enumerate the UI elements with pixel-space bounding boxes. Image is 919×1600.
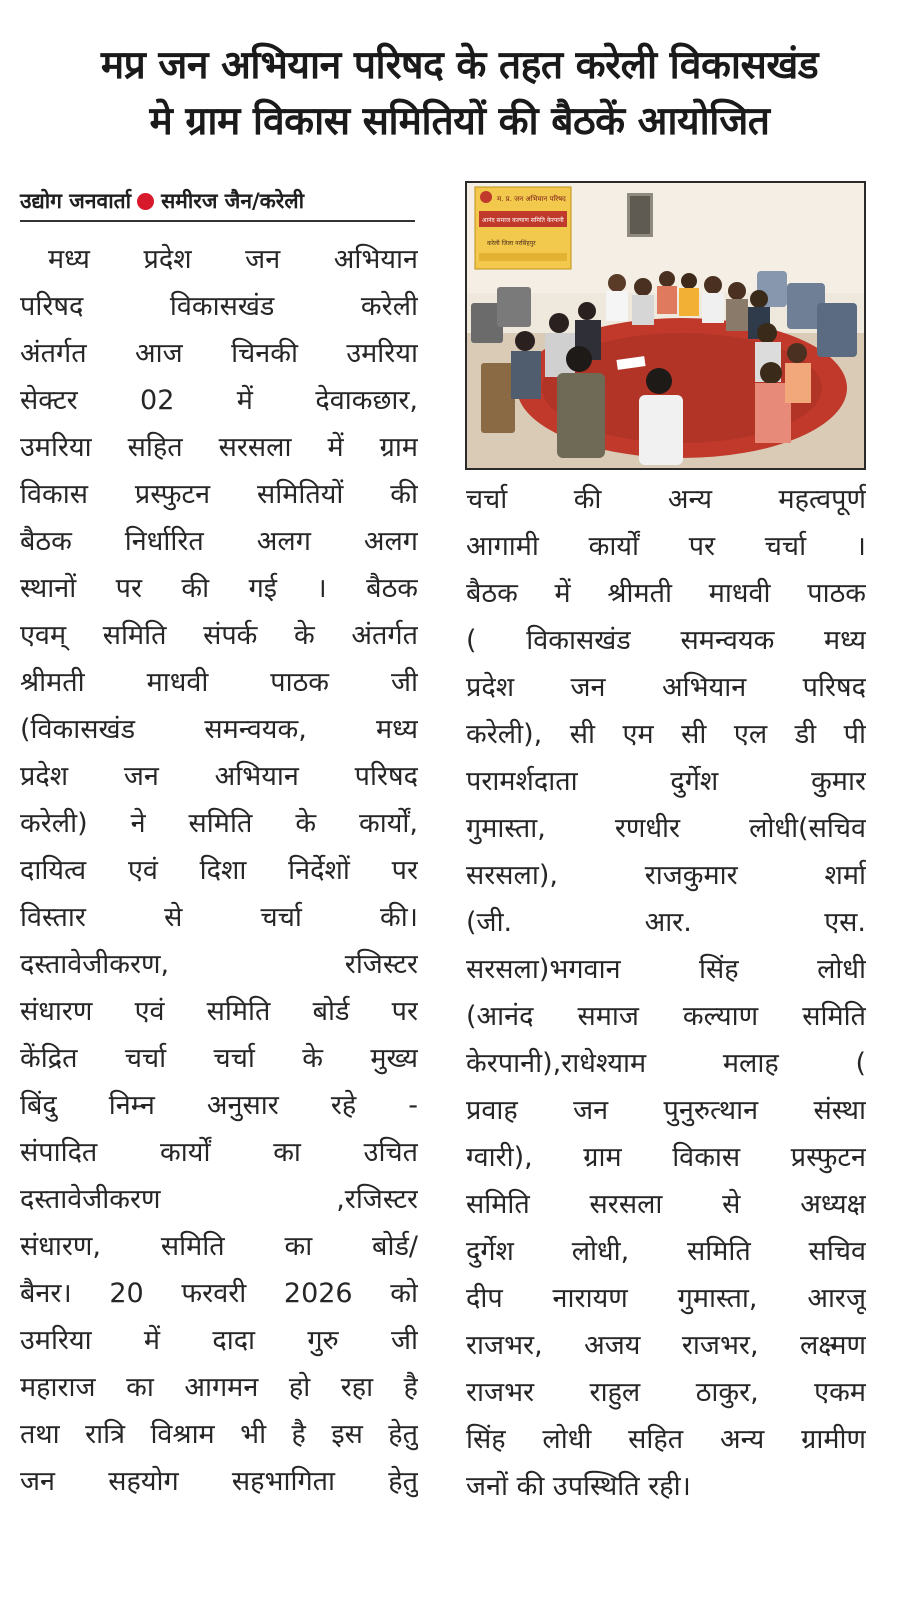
article-line: अंतर्गत आज चिनकी उमरिया — [20, 338, 418, 369]
article-line: बैनर। 20 फरवरी 2026 को — [20, 1278, 418, 1309]
article-column-left — [20, 236, 418, 1505]
article-line: संधारण एवं समिति बोर्ड पर — [20, 996, 418, 1027]
meeting-photo-image — [467, 183, 864, 468]
article-line: परिषद विकासखंड करेली — [20, 291, 418, 322]
byline-source: उद्योग जनवार्ता — [20, 189, 132, 213]
article-line: दायित्व एवं दिशा निर्देशों पर — [20, 855, 418, 886]
article-line: प्रदेश जन अभियान परिषद — [20, 761, 418, 792]
article-line: केरपानी),राधेश्याम मलाह ( — [466, 1048, 866, 1079]
article-line: दस्तावेजीकरण ,रजिस्टर — [20, 1184, 418, 1215]
article-line: (जी. आर. एस. — [466, 907, 866, 938]
banner-logo-icon — [480, 191, 492, 203]
article-line: दुर्गेश लोधी, समिति सचिव — [466, 1236, 866, 1267]
article-line: एवम् समिति संपर्क के अंतर्गत — [20, 620, 418, 651]
article-line: विकास प्रस्फुटन समितियों की — [20, 479, 418, 510]
article-line: प्रदेश जन अभियान परिषद — [466, 672, 866, 703]
photo-window-pane — [630, 196, 650, 234]
article-line: प्रवाह जन पुनुरुत्थान संस्था — [466, 1095, 866, 1126]
bullet-dot-icon — [137, 193, 154, 210]
article-line: तथा रात्रि विश्राम भी है इस हेतु — [20, 1419, 418, 1450]
headline — [0, 38, 919, 150]
article-line: दस्तावेजीकरण, रजिस्टर — [20, 949, 418, 980]
article-line: राजभर राहुल ठाकुर, एकम — [466, 1377, 866, 1408]
article-line: करेली), सी एम सी एल डी पी — [466, 719, 866, 750]
headline-line-2: मे ग्राम विकास समितियों की बैठकें आयोजित — [149, 99, 770, 144]
article-line: ( विकासखंड समन्वयक मध्य — [466, 625, 866, 656]
article-line: दीप नारायण गुमास्ता, आरजू — [466, 1283, 866, 1314]
article-line: चर्चा की अन्य महत्वपूर्ण — [466, 484, 866, 515]
article-line: संधारण, समिति का बोर्ड/ — [20, 1231, 418, 1262]
banner-text-1: म. प्र. जन अभियान परिषद — [497, 195, 566, 203]
article-line: ग्वारी), ग्राम विकास प्रस्फुटन — [466, 1142, 866, 1173]
article-line: गुमास्ता, रणधीर लोधी(सचिव — [466, 813, 866, 844]
article-line: बैठक में श्रीमती माधवी पाठक — [466, 578, 866, 609]
article-column-right — [466, 476, 866, 1510]
photo-table — [481, 363, 515, 433]
article-line: सेक्टर 02 में देवाकछार, — [20, 385, 418, 416]
article-line: जनों की उपस्थिति रही। — [466, 1471, 691, 1502]
article-line: सरसला), राजकुमार शर्मा — [466, 860, 866, 891]
article-line: राजभर, अजय राजभर, लक्ष्मण — [466, 1330, 866, 1361]
article-line: परामर्शदाता दुर्गेश कुमार — [466, 766, 866, 797]
article-line: जन सहयोग सहभागिता हेतु — [20, 1466, 418, 1497]
article-line: उमरिया में दादा गुरु जी — [20, 1325, 418, 1356]
banner-text-2: आनंद समाज कल्याण समिति केरपानी — [482, 217, 564, 224]
article-line: केंद्रित चर्चा चर्चा के मुख्य — [20, 1043, 418, 1074]
article-line: बिंदु निम्न अनुसार रहे - — [20, 1090, 418, 1121]
banner-stripe — [479, 253, 567, 261]
article-line: श्रीमती माधवी पाठक जी — [20, 667, 418, 698]
banner-text-3: करेली जिला नरसिंहपुर — [487, 240, 536, 247]
article-line: सिंह लोधी सहित अन्य ग्रामीण — [466, 1424, 866, 1455]
article-line: महाराज का आगमन हो रहा है — [20, 1372, 418, 1403]
byline — [20, 182, 415, 222]
article-line: उमरिया सहित सरसला में ग्राम — [20, 432, 418, 463]
article-line: (विकासखंड समन्वयक, मध्य — [20, 714, 418, 745]
article-line: विस्तार से चर्चा की। — [20, 902, 418, 933]
article-line: समिति सरसला से अध्यक्ष — [466, 1189, 866, 1220]
article-line: बैठक निर्धारित अलग अलग — [20, 526, 418, 557]
byline-author: समीरज जैन/करेली — [161, 189, 305, 213]
article-line: (आनंद समाज कल्याण समिति — [466, 1001, 866, 1032]
headline-line-1: मप्र जन अभियान परिषद के तहत करेली विकासखंड — [100, 43, 819, 88]
photo-chair-2 — [497, 287, 531, 327]
article-line: करेली) ने समिति के कार्यों, — [20, 808, 418, 839]
photo-chair-4 — [817, 303, 857, 357]
article-line: मध्य प्रदेश जन अभियान — [48, 244, 418, 275]
article-line: संपादित कार्यों का उचित — [20, 1137, 418, 1168]
article-line: स्थानों पर की गई । बैठक — [20, 573, 418, 604]
meeting-photo — [465, 181, 866, 470]
article-line: आगामी कार्यों पर चर्चा । — [466, 531, 866, 562]
article-line: सरसला)भगवान सिंह लोधी — [466, 954, 866, 985]
